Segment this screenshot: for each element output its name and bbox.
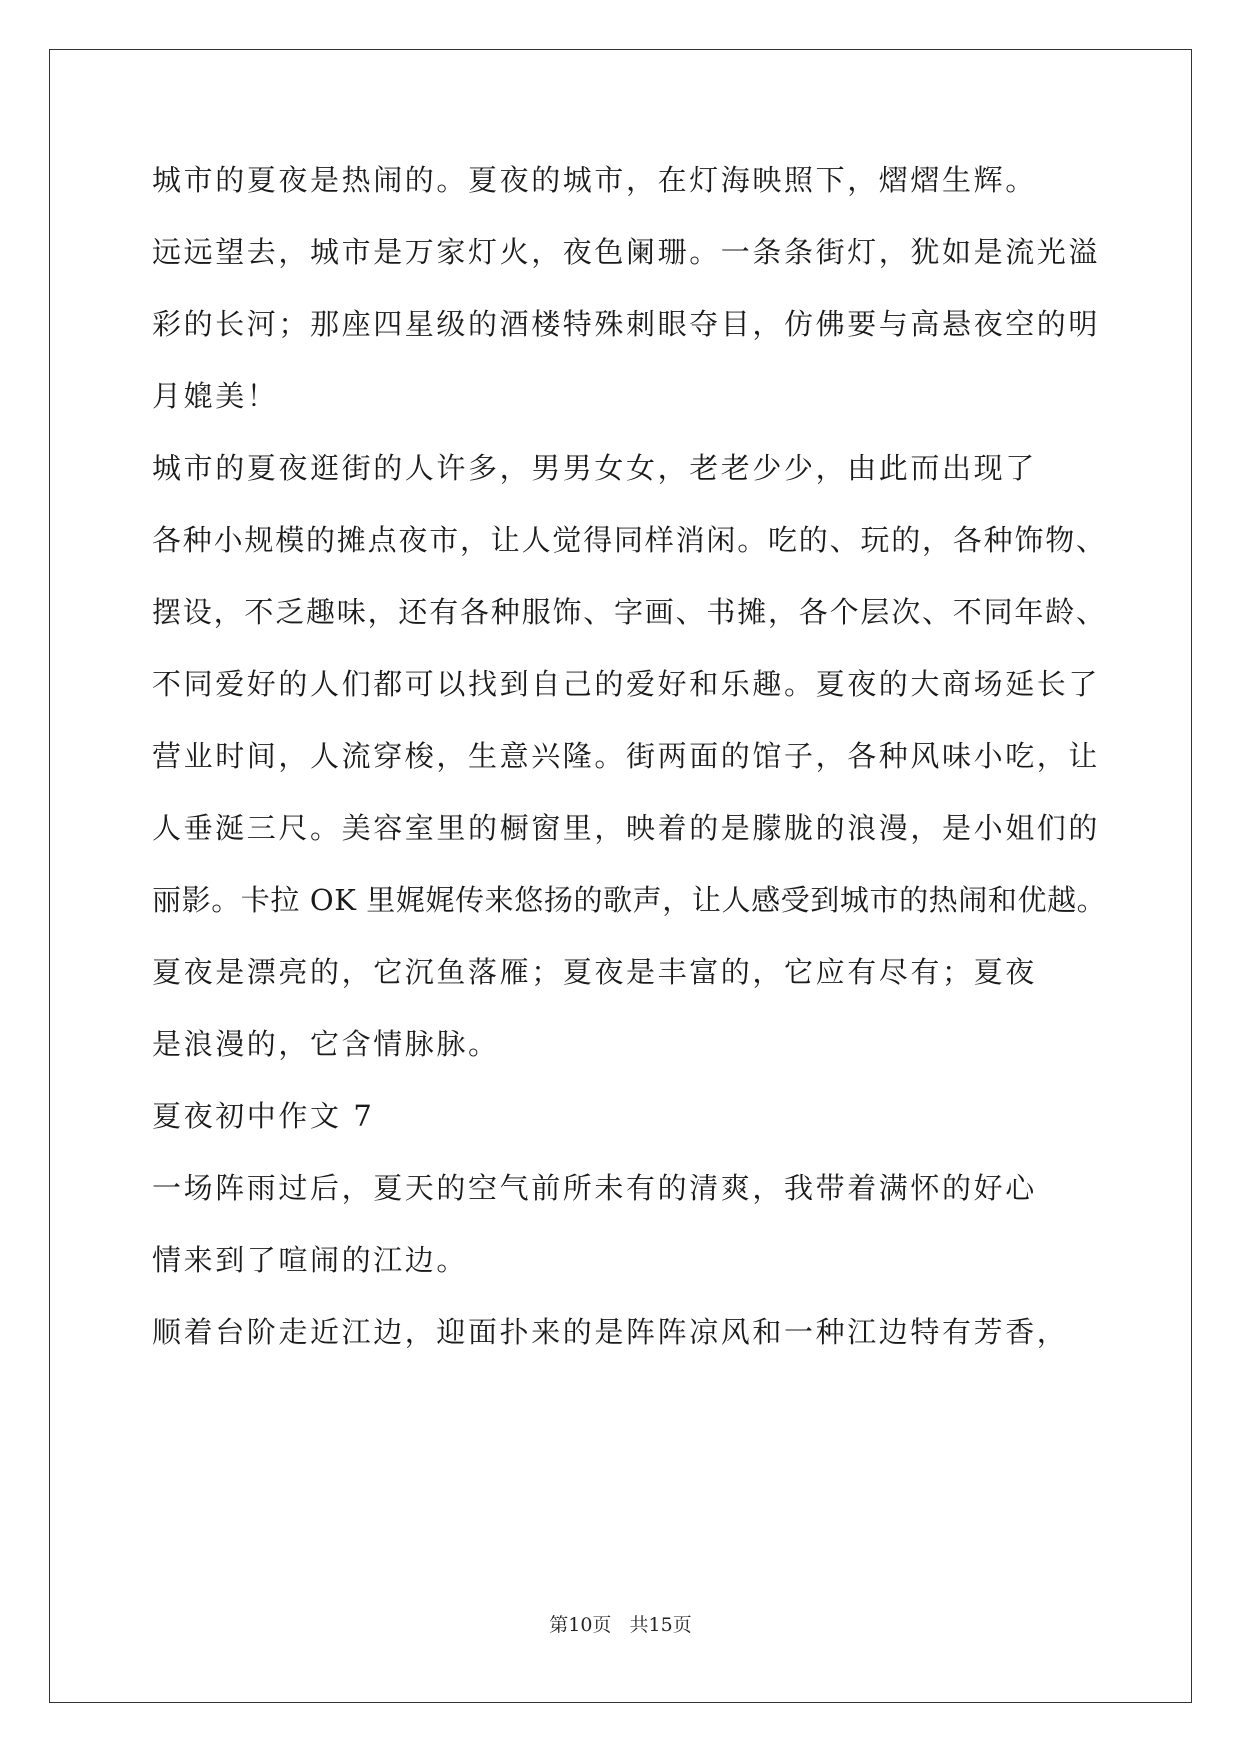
page-border [49,49,1192,1703]
page-number-footer: 第10页 共15页 [549,1614,692,1636]
text-line: 各种小规模的摊点夜市，让人觉得同样消闲。吃的、玩的，各种饰物、 [152,523,1107,557]
section-heading: 夏夜初中作文 7 [152,1099,375,1133]
text-line: 月媲美！ [152,379,279,413]
text-line: 顺着台阶走近江边，迎面扑来的是阵阵凉风和一种江边特有芳香， [152,1315,1069,1349]
text-line: 人垂涎三尺。美容室里的橱窗里，映着的是朦胧的浪漫，是小姐们的 [152,811,1101,845]
text-line: 彩的长河；那座四星级的酒楼特殊刺眼夺目，仿佛要与高悬夜空的明 [152,307,1101,341]
text-line: 远远望去，城市是万家灯火，夜色阑珊。一条条街灯，犹如是流光溢 [152,235,1101,269]
text-line: 城市的夏夜是热闹的。夏夜的城市，在灯海映照下，熠熠生辉。 [152,163,1037,197]
text-line: 营业时间，人流穿梭，生意兴隆。街两面的馆子，各种风味小吃，让 [152,739,1101,773]
text-line: 情来到了喧闹的江边。 [152,1243,469,1277]
text-line: 一场阵雨过后，夏天的空气前所未有的清爽，我带着满怀的好心 [152,1171,1037,1205]
text-line: 城市的夏夜逛街的人许多，男男女女，老老少少，由此而出现了 [152,451,1037,485]
text-line: 丽影。卡拉 OK 里娓娓传来悠扬的歌声，让人感受到城市的热闹和优越。 [152,883,1107,917]
text-line: 是浪漫的，它含情脉脉。 [152,1027,500,1061]
text-line: 不同爱好的人们都可以找到自己的爱好和乐趣。夏夜的大商场延长了 [152,667,1101,701]
text-line: 夏夜是漂亮的，它沉鱼落雁；夏夜是丰富的，它应有尽有；夏夜 [152,955,1037,989]
text-line: 摆设，不乏趣味，还有各种服饰、字画、书摊，各个层次、不同年龄、 [152,595,1107,629]
